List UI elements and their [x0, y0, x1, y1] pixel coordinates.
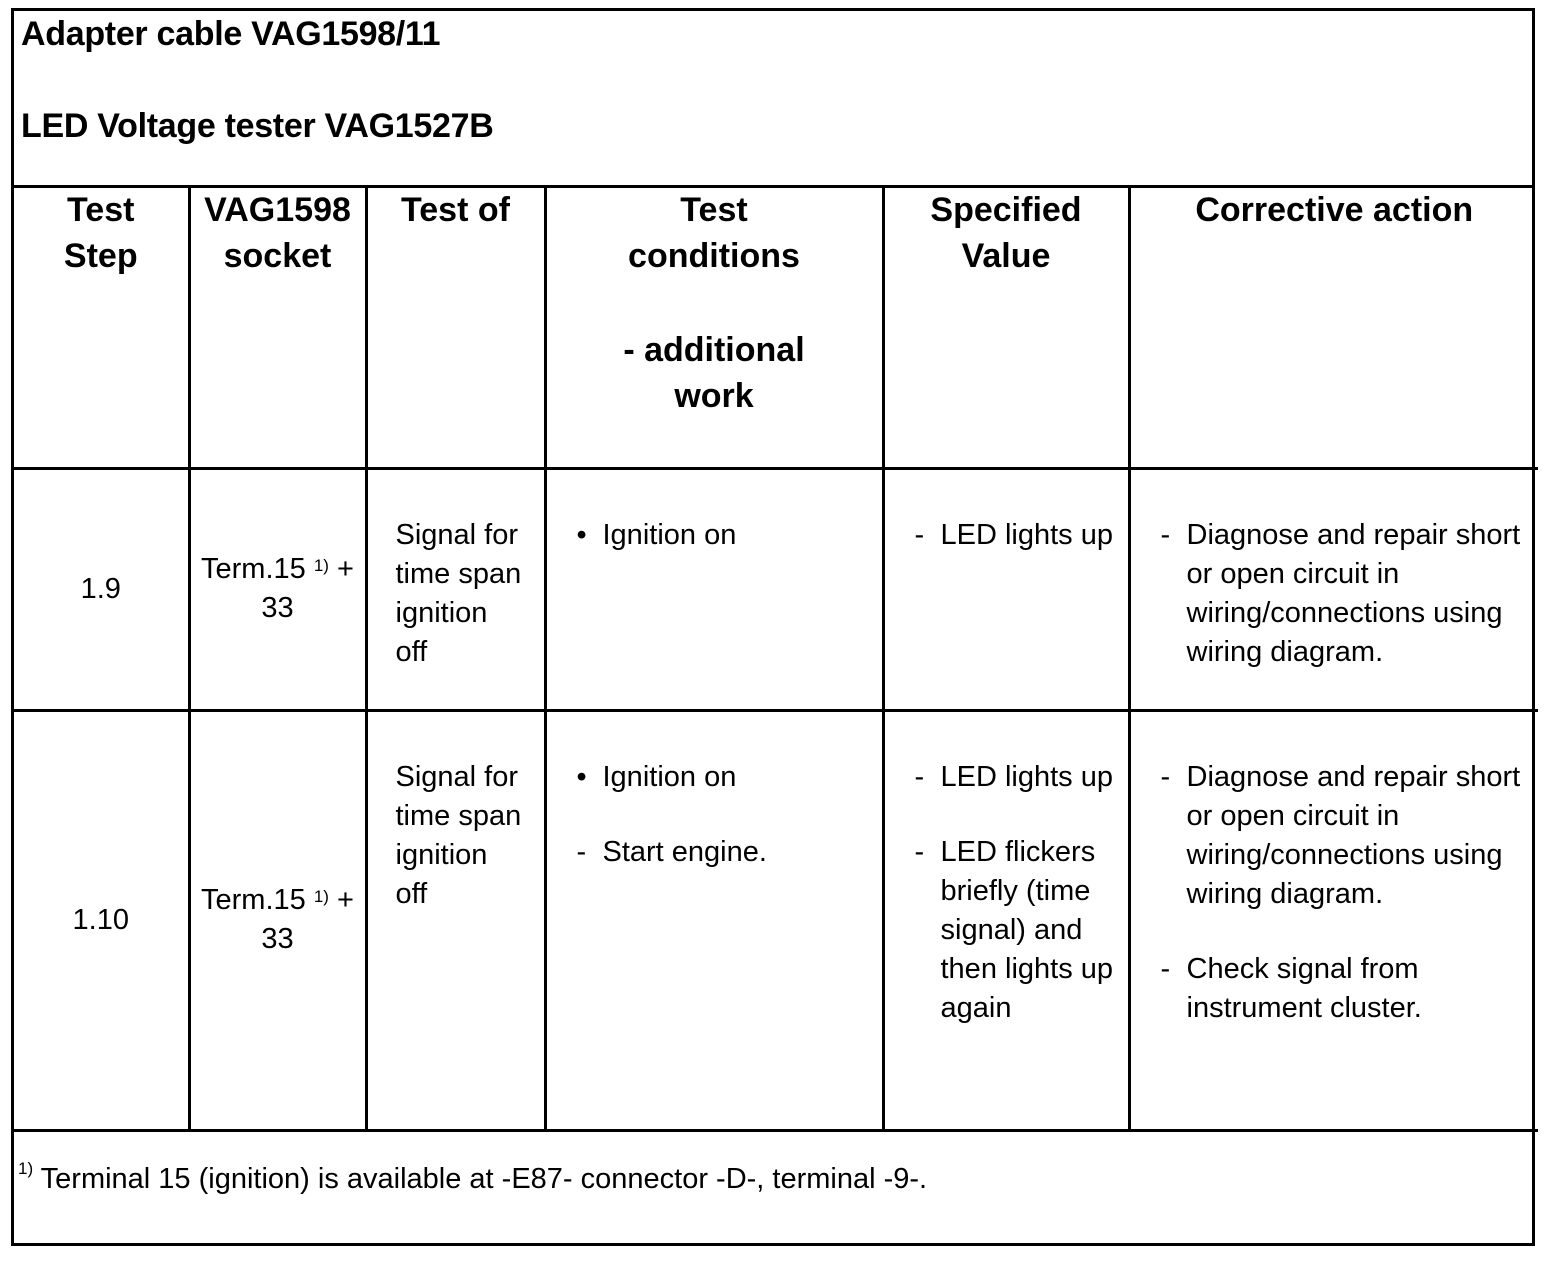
specified-value-cell	[883, 710, 1129, 1130]
list-item: - LED lights up	[914, 760, 1113, 793]
voltage-tester-title: LED Voltage tester VAG1527B	[21, 107, 494, 145]
table-row	[14, 710, 1538, 1130]
document-header	[14, 11, 1532, 188]
list-item: - Diagnose and repair short or open circuit in wiring/connections using wiring diagram.	[1160, 760, 1521, 910]
col-header-corrective-action: Corrective action	[1129, 185, 1538, 468]
col-header-socket: VAG1598 socket	[189, 185, 366, 468]
col-header-specified-value: Specified Value	[883, 185, 1129, 468]
table-header-row	[14, 185, 1538, 468]
adapter-cable-title: Adapter cable VAG1598/11	[21, 15, 441, 53]
table-row	[14, 468, 1538, 710]
col-header-test-conditions: Test conditions - additional work	[545, 185, 883, 468]
socket-cell: Term.15 $^{1)}$ + 33	[189, 710, 366, 1130]
list-item: - LED flickers briefly (time signal) and then lights up again	[914, 835, 1114, 1024]
specified-value-cell	[883, 468, 1129, 710]
test-table	[14, 185, 1538, 1132]
list-item: - Check signal from instrument cluster.	[1160, 952, 1422, 1024]
test-of-cell: Signal for time span ignition off	[366, 710, 545, 1130]
corrective-action-cell	[1129, 468, 1538, 710]
list-item: - LED lights up	[914, 518, 1113, 551]
socket-cell: Term.15 $^{1)}$ + 33	[189, 468, 366, 710]
list-item: - Diagnose and repair short or open circuit in wiring/connections using wiring diagram.	[1160, 518, 1521, 668]
test-of-cell: Signal for time span ignition off	[366, 468, 545, 710]
list-item: • Ignition on	[576, 760, 737, 793]
test-step-cell: 1.10	[14, 710, 189, 1130]
list-item: - Start engine.	[576, 835, 767, 868]
test-conditions-cell	[545, 710, 883, 1130]
corrective-action-cell	[1129, 710, 1538, 1130]
additional-work-label: - additional work	[623, 331, 805, 415]
test-procedure-document	[11, 8, 1535, 1246]
col-header-test-step: Test Step	[14, 185, 189, 468]
col-header-test-of: Test of	[366, 185, 545, 468]
footnote: $^{1)}$ Terminal 15 (ignition) is available at -E87- connector -D-, terminal -9-.	[18, 1159, 928, 1195]
test-conditions-cell	[545, 468, 883, 710]
test-step-cell: 1.9	[14, 468, 189, 710]
footnote-section	[14, 1125, 1532, 1243]
list-item: • Ignition on	[576, 518, 737, 551]
